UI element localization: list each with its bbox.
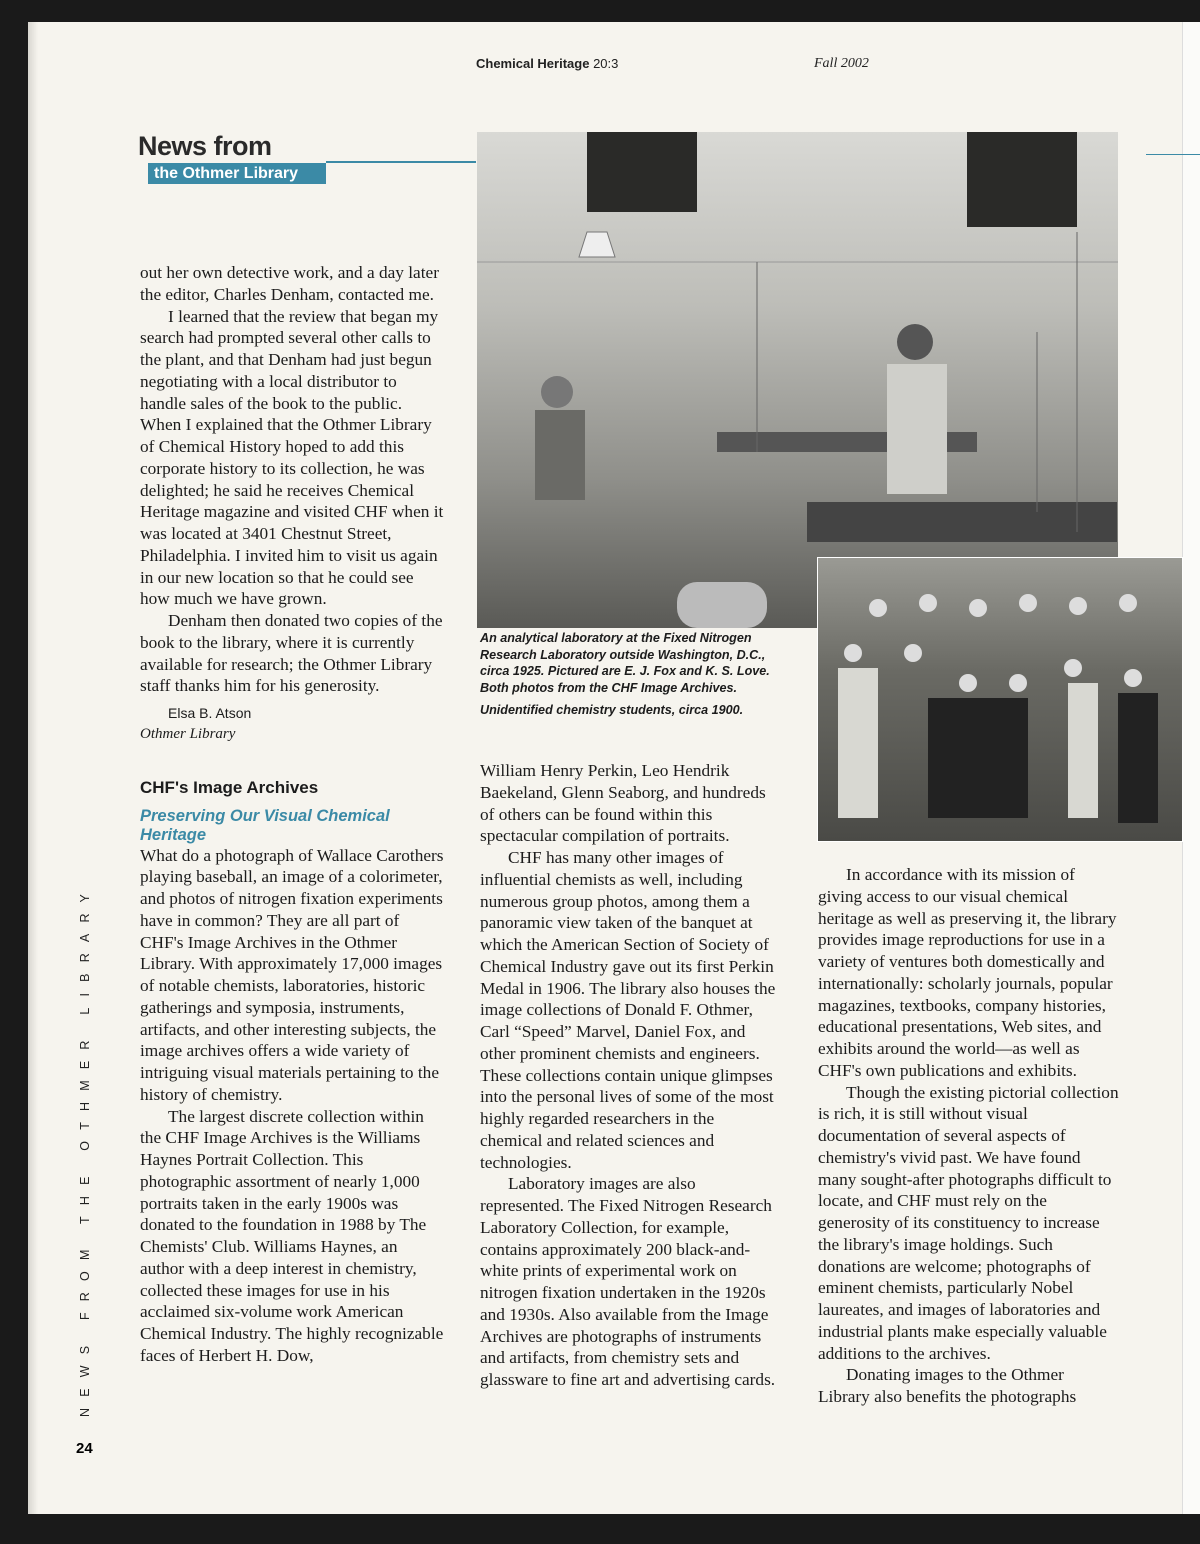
article-subheading: Preserving Our Visual Chemical Heritage <box>140 806 390 844</box>
page-binding-edge <box>28 22 38 1514</box>
running-header <box>476 56 869 71</box>
paragraph: Though the existing pictorial collection is rich, it is still without visual documentation of several aspects of chemistry's vivid past. We have found many sought-after photographs difficult to locate, and CHF must rely on the generosity of its constituency to increase the library's image holdings. Such donations are welcome; photographs of eminent chemists, particularly Nobel laureates, and images of laboratories and industrial plants make especially valuable additions to the archives. <box>818 1082 1119 1363</box>
facing-page-edge <box>1182 22 1200 1514</box>
column-2 <box>480 760 780 1391</box>
title-rule <box>326 161 476 163</box>
paragraph: The largest discrete collection within the CHF Image Archives is the Williams Haynes Portrait Collection. This photographic assortment of nearly 1,000 portraits taken in the early 1900s was donated to the foundation in 1988 by The Chemists' Club. Williams Haynes, an author with a deep interest in chemistry, collected these images for use in his acclaimed six-volume work American Chemical Industry. The highly recognizable faces of Herbert H. Dow, <box>140 1106 444 1365</box>
column-3 <box>818 864 1120 1408</box>
paragraph: CHF has many other images of influential chemists as well, including numerous group photos, among them a panoramic view taken of the banquet at which the American Section of Society of Chemical Industry gave out its first Perkin Medal in 1906. The library also houses the image collections of Donald F. Othmer, Carl “Speed” Marvel, Daniel Fox, and other prominent chemists and engineers. These collections contain unique glimpses into the personal lives of some of the most highly regarded researchers in the chemical and related sciences and technologies. <box>480 848 776 1172</box>
article-heading: CHF's Image Archives <box>140 777 319 797</box>
paragraph: I learned that the review that began my search had prompted several other calls to the plant, and that Denham had just begun negotiating with a local distributor to handle sales of the book to the public. When I explained that the Othmer Library of Chemical History hoped to add this corporate history to its collection, he was delighted; he said he receives Chemical Heritage magazine and visited CHF when it was located at 3401 Chestnut Street, Philadelphia. I invited him to visit us again in our new location so that he could see how much we have grown. <box>140 306 444 609</box>
page-number: 24 <box>76 1440 93 1457</box>
paragraph: Donating images to the Othmer Library also benefits the photographs <box>818 1365 1077 1406</box>
paragraph: William Henry Perkin, Leo Hendrik Baekeland, Glenn Seaborg, and hundreds of others can be found within this spectacular compilation of portraits. <box>480 761 766 846</box>
paragraph: In accordance with its mission of giving access to our visual chemical heritage as well as preserving it, the library provides image reproductions for use in a variety of ventures both domestically and internationally: scholarly journals, popular magazines, textbooks, company histories, educational presentations, Web sites, and exhibits around the world—as well as CHF's own publications and exhibits. <box>818 865 1117 1080</box>
paragraph: What do a photograph of Wallace Carothers playing baseball, an image of a colorimeter, and photos of nitrogen fixation experiments have in common? They are all part of CHF's Image Archives in the Othmer Library. With approximately 17,000 images of notable chemists, laboratories, historic gatherings and symposia, instruments, artifacts, and other interesting subjects, the image archives offers a wide variety of intriguing visual materials pertaining to the history of chemistry. <box>140 845 444 1104</box>
caption-students: Unidentified chemistry students, circa 1900. <box>480 703 744 717</box>
author-name: Elsa B. Atson <box>168 705 252 721</box>
issue-date: Fall 2002 <box>814 56 869 71</box>
volume: 20:3 <box>593 56 619 71</box>
column-1 <box>140 262 445 1367</box>
laboratory-illustration <box>477 132 1118 628</box>
magazine-page <box>28 22 1200 1514</box>
section-band: the Othmer Library <box>148 163 326 184</box>
paragraph: Laboratory images are also represented. The Fixed Nitrogen Research Laboratory Collection, for example, contains approximately 200 black-and-white prints of experimental work on nitrogen fixation undertaken in the 1920s and 1930s. Also available from the Image Archives are photographs of instruments and artifacts, from chemistry sets and glassware to fine art and advertising cards. <box>480 1174 776 1389</box>
paragraph: Denham then donated two copies of the book to the library, where it is currently available for research; the Othmer Library staff thanks him for his generosity. <box>140 611 443 696</box>
section-title: News from <box>138 131 272 161</box>
paragraph: out her own detective work, and a day later the editor, Charles Denham, contacted me. <box>140 263 439 304</box>
students-illustration <box>818 558 1183 842</box>
students-photo <box>817 557 1183 842</box>
title-rule-right <box>1146 154 1200 155</box>
photo-captions <box>480 630 780 719</box>
author-affiliation: Othmer Library <box>140 725 236 742</box>
laboratory-photo <box>477 132 1118 628</box>
caption-laboratory: An analytical laboratory at the Fixed Nitrogen Research Laboratory outside Washington, D.C., circa 1925. Pictured are E. J. Fox and K. S. Love. Both photos from the CHF Image Archives. <box>480 631 770 695</box>
vertical-section-label: NEWS FROM THE OTHMER LIBRARY <box>78 883 92 1417</box>
magazine-name: Chemical Heritage <box>476 56 590 71</box>
